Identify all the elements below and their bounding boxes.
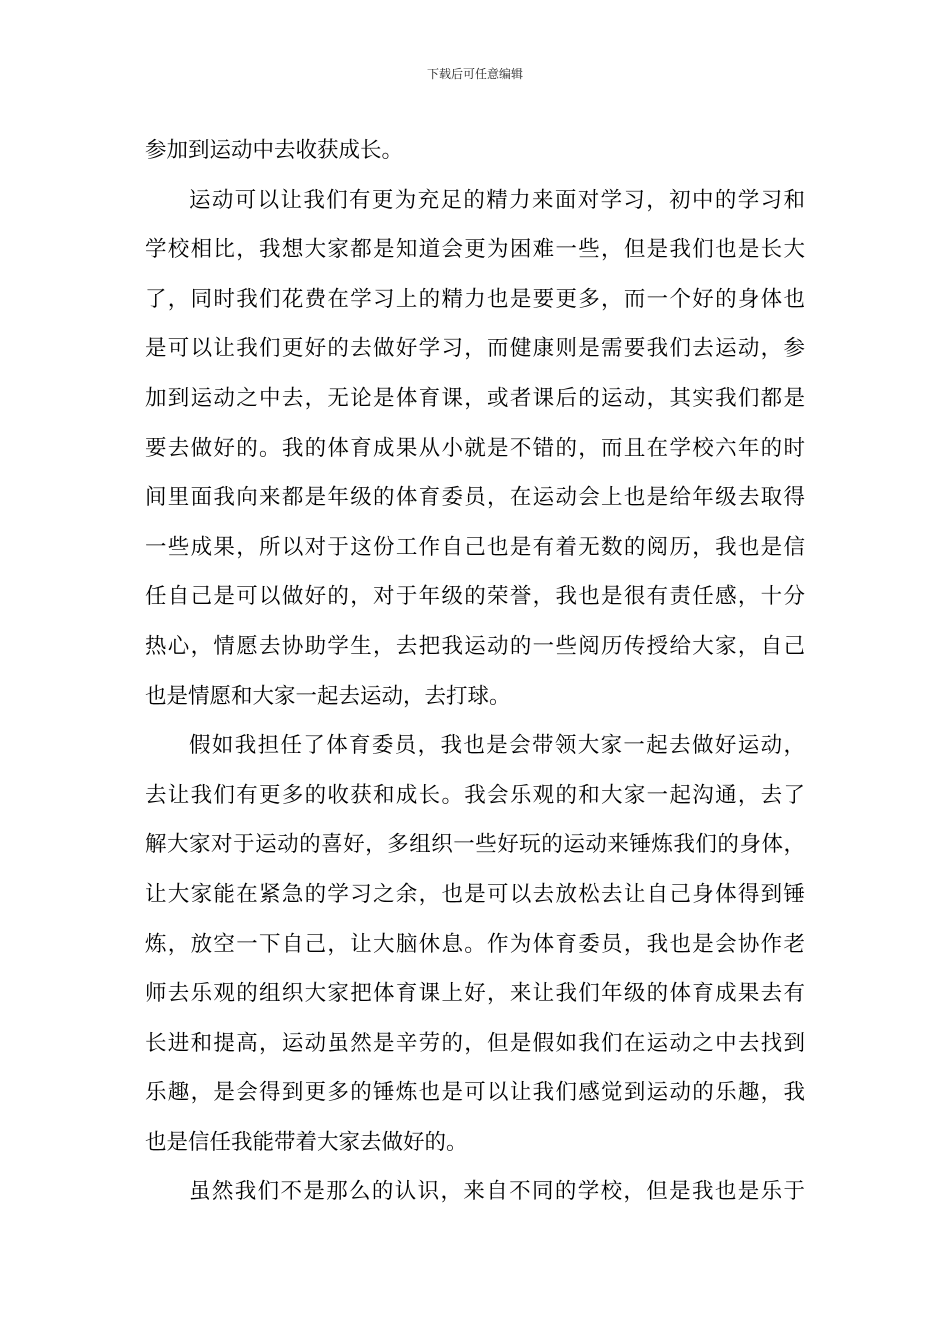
text-line: 虽然我们不是那么的认识，来自不同的学校，但是我也是乐于 <box>189 1179 805 1205</box>
text-line: 解大家对于运动的喜好，多组织一些好玩的运动来锤炼我们的身体， <box>145 832 805 858</box>
text-line: 也是情愿和大家一起去运动，去打球。 <box>145 683 511 709</box>
text-line: 乐趣，是会得到更多的锤炼也是可以让我们感觉到运动的乐趣，我 <box>145 1080 805 1106</box>
text-line: 参加到运动中去收获成长。 <box>145 138 404 163</box>
text-line: 去让我们有更多的收获和成长。我会乐观的和大家一起沟通，去了 <box>145 782 805 808</box>
text-line: 长进和提高，运动虽然是辛劳的，但是假如我们在运动之中去找到 <box>145 1030 805 1056</box>
document-body <box>145 126 805 1217</box>
text-line: 让大家能在紧急的学习之余，也是可以去放松去让自己身体得到锤 <box>145 881 805 907</box>
text-line: 任自己是可以做好的，对于年级的荣誉，我也是很有责任感，十分 <box>145 584 805 610</box>
text-line: 也是信任我能带着大家去做好的。 <box>145 1129 468 1155</box>
text-line: 炼，放空一下自己，让大脑休息。作为体育委员，我也是会协作老 <box>145 931 805 957</box>
text-line: 师去乐观的组织大家把体育课上好，来让我们年级的体育成果去有 <box>145 981 805 1007</box>
text-line: 间里面我向来都是年级的体育委员，在运动会上也是给年级去取得 <box>145 485 805 511</box>
text-line: 要去做好的。我的体育成果从小就是不错的，而且在学校六年的时 <box>145 435 805 461</box>
text-line: 一些成果，所以对于这份工作自己也是有着无数的阅历，我也是信 <box>145 534 805 560</box>
text-line: 运动可以让我们有更为充足的精力来面对学习，初中的学习和 <box>189 187 805 213</box>
text-line: 加到运动之中去，无论是体育课，或者课后的运动，其实我们都是 <box>145 385 805 411</box>
text-line: 学校相比，我想大家都是知道会更为困难一些，但是我们也是长大 <box>145 237 805 263</box>
text-line: 热心，情愿去协助学生，去把我运动的一些阅历传授给大家，自己 <box>145 633 805 659</box>
text-line: 假如我担任了体育委员，我也是会带领大家一起去做好运动， <box>189 733 805 759</box>
text-line: 是可以让我们更好的去做好学习，而健康则是需要我们去运动，参 <box>145 336 805 362</box>
text-line: 了，同时我们花费在学习上的精力也是要更多，而一个好的身体也 <box>145 286 805 312</box>
page-header: 下载后可任意编辑 <box>426 67 523 81</box>
